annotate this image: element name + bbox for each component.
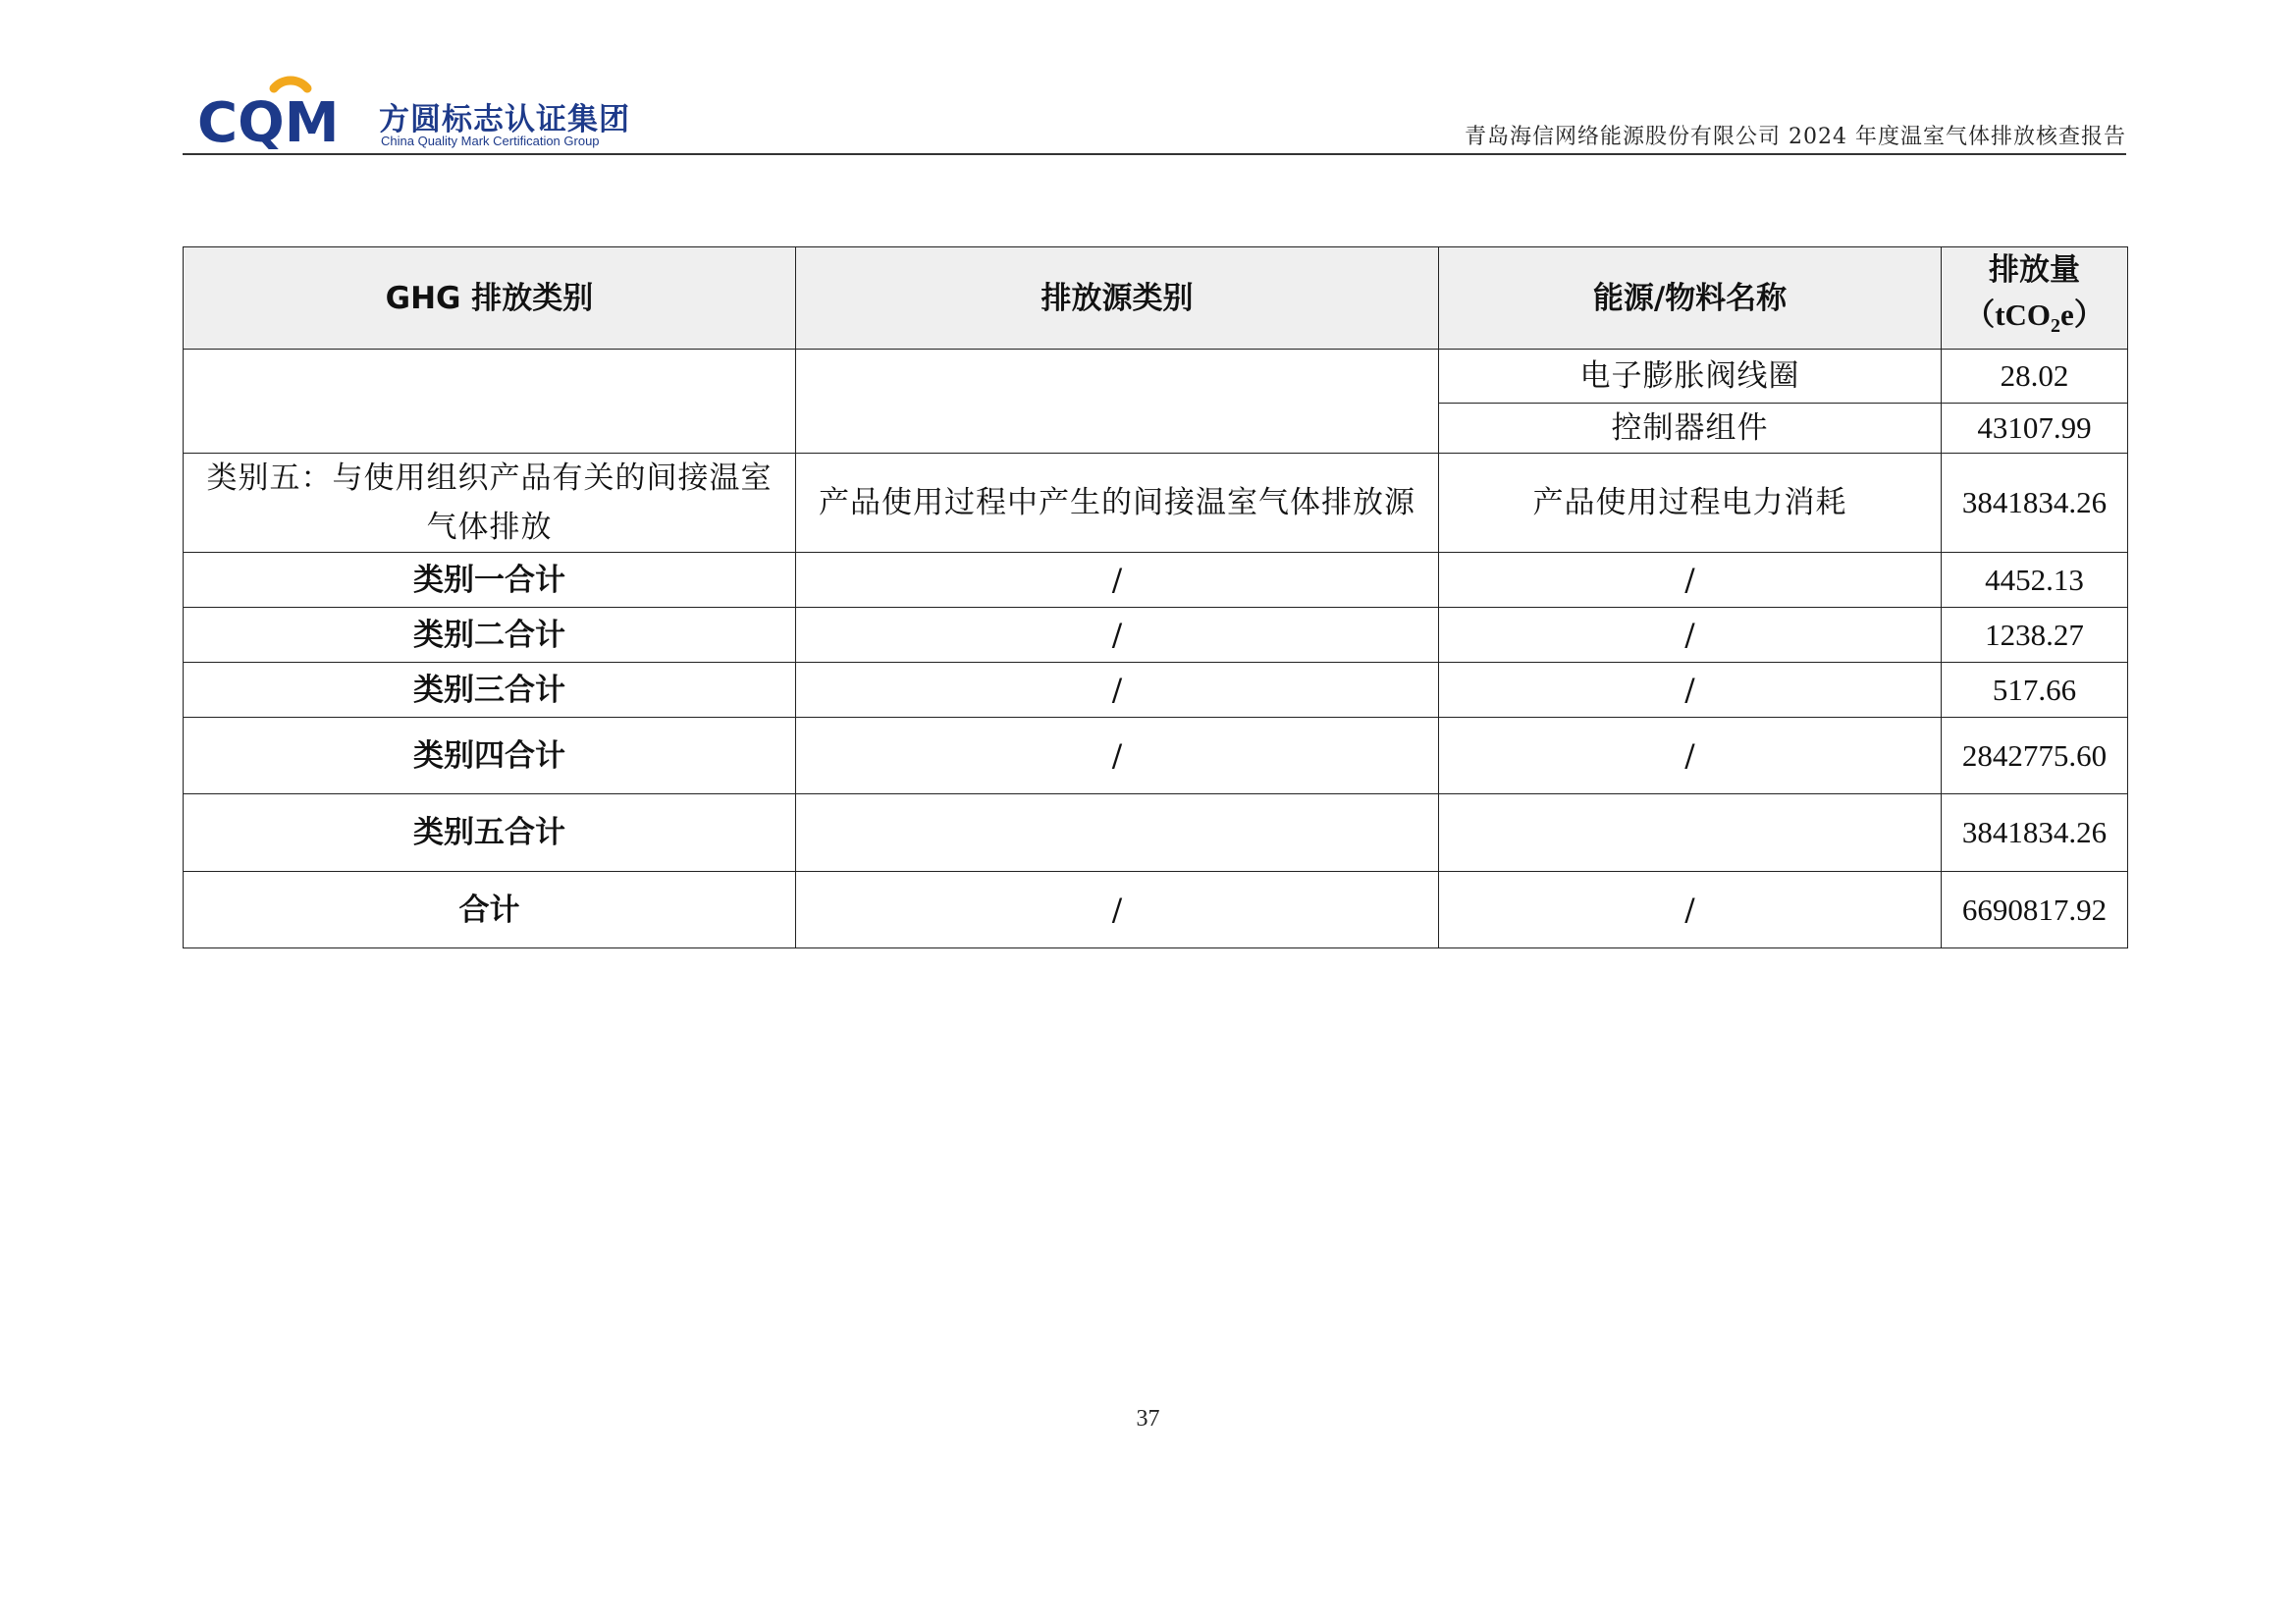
svg-text:CQM: CQM [197,91,340,153]
material-cell: / [1439,663,1942,718]
amount-cell: 28.02 [1942,350,2128,404]
source-type-cell: / [796,872,1439,948]
report-title: 青岛海信网络能源股份有限公司 2024 年度温室气体排放核查报告 [1465,125,2126,149]
logo-chinese-name: 方圆标志认证集团 [379,102,630,137]
cat5-blank-cell [796,350,1439,454]
material-cell: / [1439,872,1942,948]
total-label-cell: 类别二合计 [184,608,796,663]
total-label-cell: 合计 [184,872,796,948]
header-ghg-category: GHG 排放类别 [184,247,796,350]
material-cell: 电子膨胀阀线圈 [1439,350,1942,404]
total-row [184,718,2128,794]
total-row [184,553,2128,608]
cat5-blank-cell [184,350,796,454]
table-row [184,350,2128,404]
amount-cell: 43107.99 [1942,404,2128,454]
amount-cell: 6690817.92 [1942,872,2128,948]
amount-cell: 3841834.26 [1942,794,2128,872]
total-label-cell: 类别五合计 [184,794,796,872]
table-row [184,454,2128,553]
amount-cell: 1238.27 [1942,608,2128,663]
table-header-row [184,247,2128,350]
logo-english-name: China Quality Mark Certification Group [381,134,600,148]
source-type-cell: / [796,663,1439,718]
total-row [184,794,2128,872]
total-row [184,663,2128,718]
amount-cell: 517.66 [1942,663,2128,718]
page-header [183,71,2126,155]
material-cell: 控制器组件 [1439,404,1942,454]
amount-cell: 2842775.60 [1942,718,2128,794]
source-type-cell: / [796,553,1439,608]
source-type-cell: / [796,718,1439,794]
grand-total-row [184,872,2128,948]
header-emission-amount: 排放量 （tCO$_2$e） [1942,247,2128,350]
amount-cell: 4452.13 [1942,553,2128,608]
source-type-cell [796,794,1439,872]
material-cell [1439,794,1942,872]
total-label-cell: 类别四合计 [184,718,796,794]
page-number: 37 [1136,1406,1160,1432]
cqm-logo-mark-icon [197,75,374,153]
material-cell: / [1439,718,1942,794]
material-cell: / [1439,608,1942,663]
material-cell: / [1439,553,1942,608]
cqm-logo [197,75,649,153]
header-divider [183,153,2126,155]
material-cell: 产品使用过程电力消耗 [1439,454,1942,553]
header-material-name: 能源/物料名称 [1439,247,1942,350]
total-row [184,608,2128,663]
total-label-cell: 类别三合计 [184,663,796,718]
header-source-type: 排放源类别 [796,247,1439,350]
source-type-cell: / [796,608,1439,663]
category-cell: 类别五：与使用组织产品有关的间接温室气体排放 [184,454,796,553]
amount-cell: 3841834.26 [1942,454,2128,553]
total-label-cell: 类别一合计 [184,553,796,608]
source-type-cell: 产品使用过程中产生的间接温室气体排放源 [796,454,1439,553]
ghg-emission-table [183,246,2128,948]
